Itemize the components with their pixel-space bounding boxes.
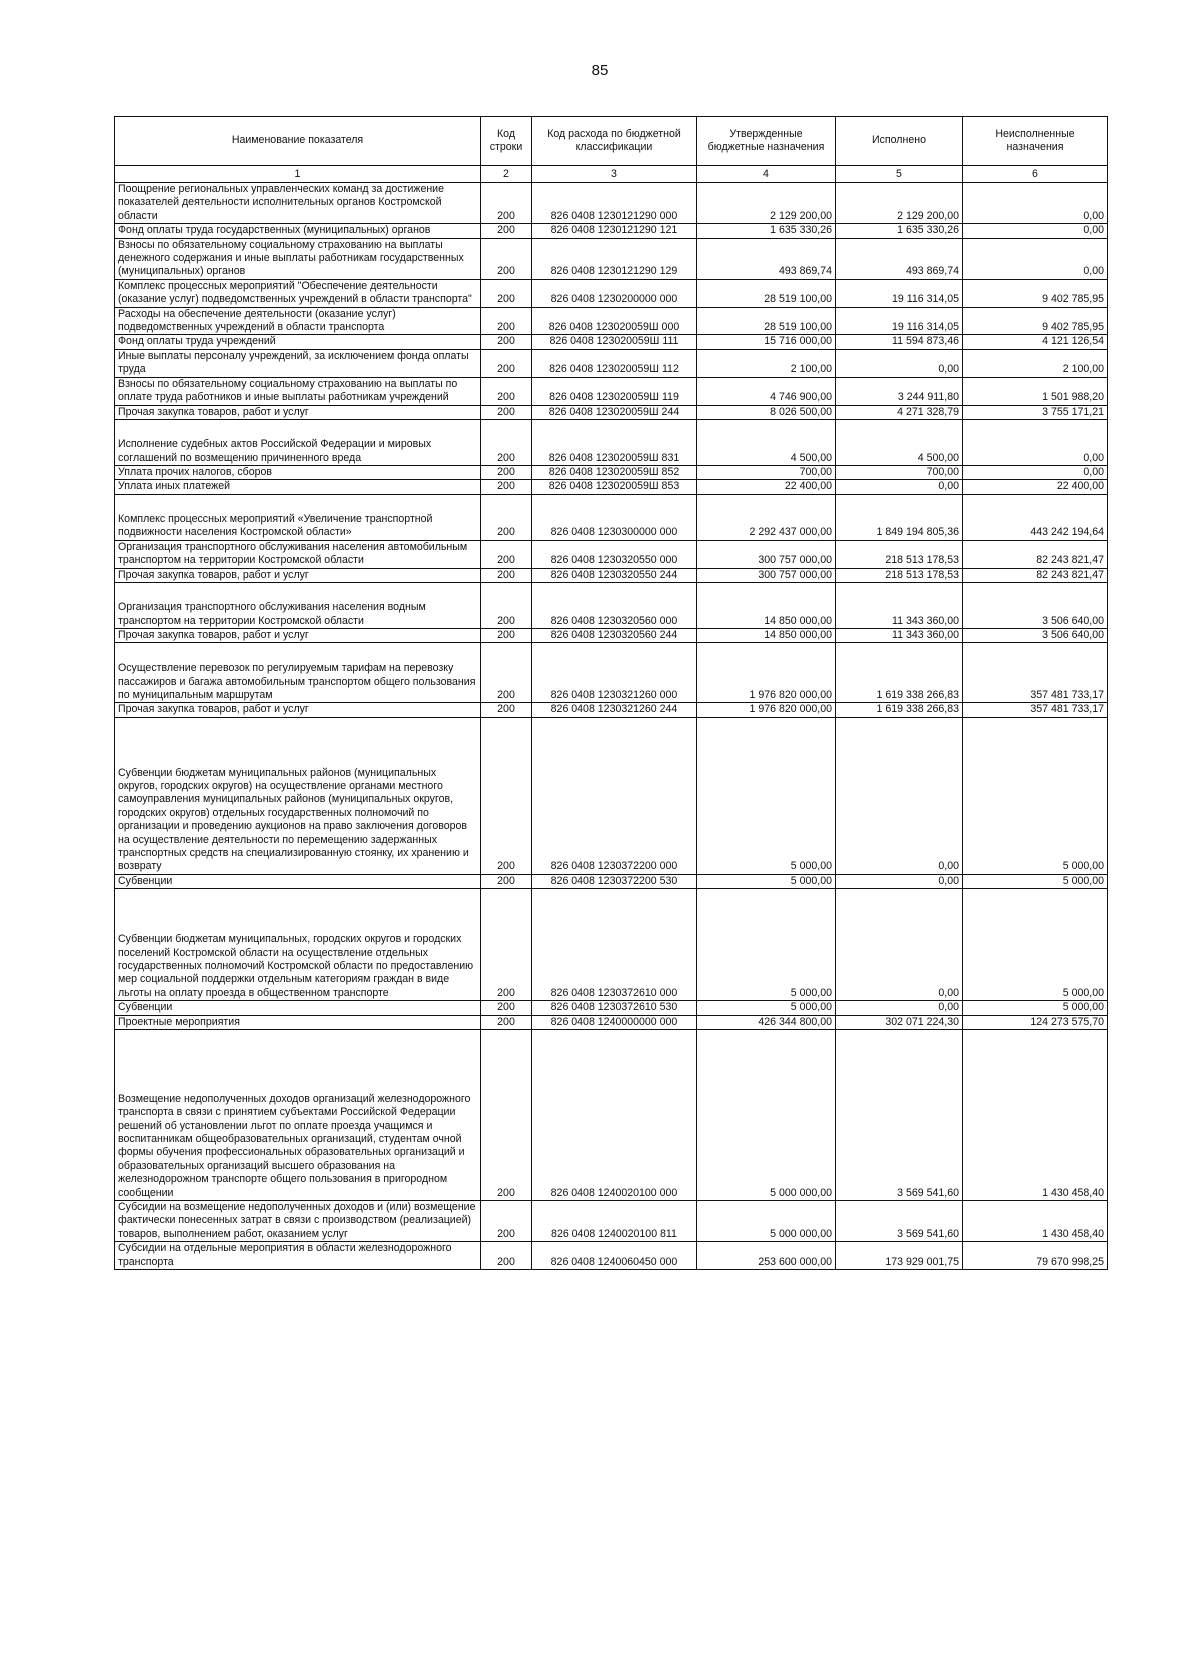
row-executed-cell: 2 129 200,00 — [836, 183, 963, 224]
row-code-cell: 200 — [481, 582, 532, 628]
row-name-cell: Субвенции бюджетам муниципальных районов (муниципальных округов, городских округов) на осуществление органами местного самоуправления муниципальных районов (муниципальных округов, городских округов) отдельных государственных полномочий по организации и проведению аукционов на право заключения договоров на осуществление деятельности по перемещению задержанных транспортных средств на специализированную стоянку, их хранению и возврату — [115, 717, 481, 874]
row-code-cell: 200 — [481, 717, 532, 874]
row-name-cell: Взносы по обязательному социальному страхованию на выплаты денежного содержания и иные выплаты работникам государственных (муниципальных) органов — [115, 238, 481, 279]
row-name-cell: Иные выплаты персоналу учреждений, за исключением фонда оплаты труда — [115, 349, 481, 377]
row-approved-cell: 5 000,00 — [697, 1001, 836, 1015]
table-row — [115, 1001, 1108, 1015]
table-row — [115, 405, 1108, 419]
row-code-cell: 200 — [481, 1015, 532, 1029]
row-unexecuted-cell: 0,00 — [963, 465, 1108, 479]
row-name-cell: Субвенции бюджетам муниципальных, городских округов и городских поселений Костромской области на осуществление отдельных государственных полномочий Костромской области по предоставлению мер социальной поддержки отдельным категориям граждан в виде льготы на оплату проезда в общественном транспорте — [115, 889, 481, 1001]
row-executed-cell: 493 869,74 — [836, 238, 963, 279]
row-classification-cell: 826 0408 123020059Ш 853 — [532, 480, 697, 494]
row-classification-cell: 826 0408 1240060450 000 — [532, 1242, 697, 1270]
row-classification-cell: 826 0408 1230372610 000 — [532, 889, 697, 1001]
col-header-classification: Код расхода по бюджетной классификации — [532, 117, 697, 166]
col-header-approved: Утвержденные бюджетные назначения — [697, 117, 836, 166]
row-classification-cell: 826 0408 1240020100 000 — [532, 1029, 697, 1200]
row-code-cell: 200 — [481, 568, 532, 582]
table-row — [115, 582, 1108, 628]
row-name-cell: Субвенции — [115, 874, 481, 888]
table-body — [115, 183, 1108, 1270]
table-row — [115, 703, 1108, 717]
row-name-cell: Расходы на обеспечение деятельности (оказание услуг) подведомственных учреждений в области транспорта — [115, 307, 481, 335]
row-code-cell: 200 — [481, 1001, 532, 1015]
table-row — [115, 1015, 1108, 1029]
table-row — [115, 540, 1108, 568]
row-approved-cell: 5 000,00 — [697, 874, 836, 888]
col-header-code: Код строки — [481, 117, 532, 166]
table-row — [115, 889, 1108, 1001]
row-executed-cell: 0,00 — [836, 480, 963, 494]
row-unexecuted-cell: 5 000,00 — [963, 889, 1108, 1001]
row-approved-cell: 28 519 100,00 — [697, 307, 836, 335]
row-unexecuted-cell: 82 243 821,47 — [963, 568, 1108, 582]
row-name-cell: Проектные мероприятия — [115, 1015, 481, 1029]
row-executed-cell: 1 635 330,26 — [836, 224, 963, 238]
row-executed-cell: 218 513 178,53 — [836, 568, 963, 582]
row-executed-cell: 1 619 338 266,83 — [836, 643, 963, 703]
row-classification-cell: 826 0408 1230372610 530 — [532, 1001, 697, 1015]
row-classification-cell: 826 0408 1230121290 121 — [532, 224, 697, 238]
table-row — [115, 238, 1108, 279]
row-unexecuted-cell: 443 242 194,64 — [963, 494, 1108, 540]
row-approved-cell: 5 000 000,00 — [697, 1029, 836, 1200]
row-code-cell: 200 — [481, 643, 532, 703]
row-classification-cell: 826 0408 123020059Ш 119 — [532, 377, 697, 405]
row-executed-cell: 0,00 — [836, 349, 963, 377]
row-unexecuted-cell: 3 506 640,00 — [963, 582, 1108, 628]
col-number-1: 1 — [115, 166, 481, 183]
row-approved-cell: 4 500,00 — [697, 419, 836, 465]
row-unexecuted-cell: 79 670 998,25 — [963, 1242, 1108, 1270]
table-row — [115, 279, 1108, 307]
row-classification-cell: 826 0408 1230321260 244 — [532, 703, 697, 717]
row-unexecuted-cell: 0,00 — [963, 419, 1108, 465]
table-header — [115, 117, 1108, 183]
row-name-cell: Возмещение недополученных доходов организаций железнодорожного транспорта в связи с принятием субъектами Российской Федерации решений об установлении льгот по оплате проезда учащимся и воспитанникам общеобразовательных организаций, студентам очной формы обучения профессиональных образовательных организаций и образовательных организаций высшего образования на железнодорожном транспорте общего пользования в пригородном сообщении — [115, 1029, 481, 1200]
row-unexecuted-cell: 82 243 821,47 — [963, 540, 1108, 568]
row-code-cell: 200 — [481, 238, 532, 279]
row-name-cell: Прочая закупка товаров, работ и услуг — [115, 568, 481, 582]
row-unexecuted-cell: 0,00 — [963, 238, 1108, 279]
row-executed-cell: 3 569 541,60 — [836, 1200, 963, 1241]
row-classification-cell: 826 0408 1230320550 244 — [532, 568, 697, 582]
row-unexecuted-cell: 0,00 — [963, 224, 1108, 238]
table-row — [115, 419, 1108, 465]
col-number-5: 5 — [836, 166, 963, 183]
col-number-3: 3 — [532, 166, 697, 183]
row-name-cell: Организация транспортного обслуживания населения водным транспортом на территории Костромской области — [115, 582, 481, 628]
row-classification-cell: 826 0408 1240000000 000 — [532, 1015, 697, 1029]
row-executed-cell: 700,00 — [836, 465, 963, 479]
row-approved-cell: 2 129 200,00 — [697, 183, 836, 224]
col-number-2: 2 — [481, 166, 532, 183]
row-executed-cell: 19 116 314,05 — [836, 307, 963, 335]
table-row — [115, 224, 1108, 238]
col-header-unexecuted: Неисполненные назначения — [963, 117, 1108, 166]
row-classification-cell: 826 0408 1230321260 000 — [532, 643, 697, 703]
row-code-cell: 200 — [481, 480, 532, 494]
col-header-name: Наименование показателя — [115, 117, 481, 166]
table-row — [115, 1029, 1108, 1200]
row-executed-cell: 173 929 001,75 — [836, 1242, 963, 1270]
row-executed-cell: 0,00 — [836, 1001, 963, 1015]
row-name-cell: Фонд оплаты труда государственных (муниципальных) органов — [115, 224, 481, 238]
row-classification-cell: 826 0408 1230320560 244 — [532, 628, 697, 642]
row-name-cell: Комплекс процессных мероприятий "Обеспечение деятельности (оказание услуг) подведомственных учреждений в области транспорта" — [115, 279, 481, 307]
row-classification-cell: 826 0408 1230372200 000 — [532, 717, 697, 874]
row-executed-cell: 0,00 — [836, 874, 963, 888]
row-code-cell: 200 — [481, 465, 532, 479]
row-executed-cell: 0,00 — [836, 889, 963, 1001]
table-row — [115, 874, 1108, 888]
row-unexecuted-cell: 1 430 458,40 — [963, 1029, 1108, 1200]
row-name-cell: Исполнение судебных актов Российской Федерации и мировых соглашений по возмещению причиненного вреда — [115, 419, 481, 465]
row-unexecuted-cell: 124 273 575,70 — [963, 1015, 1108, 1029]
row-classification-cell: 826 0408 1230121290 000 — [532, 183, 697, 224]
row-code-cell: 200 — [481, 540, 532, 568]
row-name-cell: Осуществление перевозок по регулируемым тарифам на перевозку пассажиров и багажа автомобильным транспортом общего пользования по муниципальным маршрутам — [115, 643, 481, 703]
row-name-cell: Прочая закупка товаров, работ и услуг — [115, 628, 481, 642]
table-row — [115, 568, 1108, 582]
row-approved-cell: 300 757 000,00 — [697, 540, 836, 568]
row-unexecuted-cell: 5 000,00 — [963, 874, 1108, 888]
row-code-cell: 200 — [481, 1029, 532, 1200]
row-executed-cell: 4 271 328,79 — [836, 405, 963, 419]
row-approved-cell: 2 100,00 — [697, 349, 836, 377]
row-code-cell: 200 — [481, 279, 532, 307]
row-approved-cell: 5 000,00 — [697, 717, 836, 874]
row-name-cell: Фонд оплаты труда учреждений — [115, 335, 481, 349]
col-header-executed: Исполнено — [836, 117, 963, 166]
row-approved-cell: 1 976 820 000,00 — [697, 643, 836, 703]
row-classification-cell: 826 0408 123020059Ш 000 — [532, 307, 697, 335]
row-approved-cell: 700,00 — [697, 465, 836, 479]
row-code-cell: 200 — [481, 335, 532, 349]
page-number: 85 — [591, 62, 609, 79]
row-approved-cell: 8 026 500,00 — [697, 405, 836, 419]
table-row — [115, 494, 1108, 540]
row-executed-cell: 1 849 194 805,36 — [836, 494, 963, 540]
row-code-cell: 200 — [481, 377, 532, 405]
row-approved-cell: 28 519 100,00 — [697, 279, 836, 307]
row-name-cell: Уплата прочих налогов, сборов — [115, 465, 481, 479]
row-approved-cell: 493 869,74 — [697, 238, 836, 279]
row-approved-cell: 14 850 000,00 — [697, 628, 836, 642]
row-executed-cell: 218 513 178,53 — [836, 540, 963, 568]
row-classification-cell: 826 0408 123020059Ш 112 — [532, 349, 697, 377]
row-code-cell: 200 — [481, 349, 532, 377]
col-number-6: 6 — [963, 166, 1108, 183]
row-classification-cell: 826 0408 123020059Ш 852 — [532, 465, 697, 479]
row-executed-cell: 11 343 360,00 — [836, 582, 963, 628]
row-unexecuted-cell: 357 481 733,17 — [963, 643, 1108, 703]
row-classification-cell: 826 0408 123020059Ш 831 — [532, 419, 697, 465]
row-code-cell: 200 — [481, 1200, 532, 1241]
table-row — [115, 183, 1108, 224]
row-name-cell: Прочая закупка товаров, работ и услуг — [115, 405, 481, 419]
row-unexecuted-cell: 4 121 126,54 — [963, 335, 1108, 349]
table-row — [115, 1200, 1108, 1241]
row-approved-cell: 5 000,00 — [697, 889, 836, 1001]
row-executed-cell: 11 343 360,00 — [836, 628, 963, 642]
row-name-cell: Комплекс процессных мероприятий «Увеличение транспортной подвижности населения Костромской области» — [115, 494, 481, 540]
row-code-cell: 200 — [481, 889, 532, 1001]
row-approved-cell: 15 716 000,00 — [697, 335, 836, 349]
table-row — [115, 1242, 1108, 1270]
row-code-cell: 200 — [481, 419, 532, 465]
table-row — [115, 628, 1108, 642]
row-name-cell: Уплата иных платежей — [115, 480, 481, 494]
row-code-cell: 200 — [481, 224, 532, 238]
row-code-cell: 200 — [481, 183, 532, 224]
row-unexecuted-cell: 9 402 785,95 — [963, 307, 1108, 335]
table-row — [115, 480, 1108, 494]
row-classification-cell: 826 0408 1230300000 000 — [532, 494, 697, 540]
col-number-4: 4 — [697, 166, 836, 183]
row-classification-cell: 826 0408 1230320560 000 — [532, 582, 697, 628]
row-executed-cell: 4 500,00 — [836, 419, 963, 465]
table-row — [115, 643, 1108, 703]
row-code-cell: 200 — [481, 1242, 532, 1270]
row-unexecuted-cell: 5 000,00 — [963, 717, 1108, 874]
row-code-cell: 200 — [481, 494, 532, 540]
row-approved-cell: 1 976 820 000,00 — [697, 703, 836, 717]
row-approved-cell: 300 757 000,00 — [697, 568, 836, 582]
row-executed-cell: 1 619 338 266,83 — [836, 703, 963, 717]
row-unexecuted-cell: 3 755 171,21 — [963, 405, 1108, 419]
table-row — [115, 377, 1108, 405]
row-unexecuted-cell: 1 430 458,40 — [963, 1200, 1108, 1241]
row-executed-cell: 3 244 911,80 — [836, 377, 963, 405]
row-executed-cell: 19 116 314,05 — [836, 279, 963, 307]
row-unexecuted-cell: 3 506 640,00 — [963, 628, 1108, 642]
row-unexecuted-cell: 0,00 — [963, 183, 1108, 224]
row-classification-cell: 826 0408 123020059Ш 244 — [532, 405, 697, 419]
row-approved-cell: 5 000 000,00 — [697, 1200, 836, 1241]
row-unexecuted-cell: 1 501 988,20 — [963, 377, 1108, 405]
row-name-cell: Прочая закупка товаров, работ и услуг — [115, 703, 481, 717]
row-code-cell: 200 — [481, 628, 532, 642]
row-executed-cell: 11 594 873,46 — [836, 335, 963, 349]
row-name-cell: Взносы по обязательному социальному страхованию на выплаты по оплате труда работников и иные выплаты работникам учреждений — [115, 377, 481, 405]
row-approved-cell: 4 746 900,00 — [697, 377, 836, 405]
row-name-cell: Субсидии на возмещение недополученных доходов и (или) возмещение фактически понесенных затрат в связи с производством (реализацией) товаров, выполнением работ, оказанием услуг — [115, 1200, 481, 1241]
row-code-cell: 200 — [481, 703, 532, 717]
row-unexecuted-cell: 22 400,00 — [963, 480, 1108, 494]
row-executed-cell: 302 071 224,30 — [836, 1015, 963, 1029]
row-classification-cell: 826 0408 123020059Ш 111 — [532, 335, 697, 349]
budget-execution-table — [114, 116, 1108, 1270]
row-name-cell: Организация транспортного обслуживания населения автомобильным транспортом на территории Костромской области — [115, 540, 481, 568]
row-executed-cell: 3 569 541,60 — [836, 1029, 963, 1200]
row-name-cell: Субсидии на отдельные мероприятия в области железнодорожного транспорта — [115, 1242, 481, 1270]
row-approved-cell: 14 850 000,00 — [697, 582, 836, 628]
row-classification-cell: 826 0408 1240020100 811 — [532, 1200, 697, 1241]
row-classification-cell: 826 0408 1230121290 129 — [532, 238, 697, 279]
table-row — [115, 349, 1108, 377]
row-classification-cell: 826 0408 1230200000 000 — [532, 279, 697, 307]
row-approved-cell: 253 600 000,00 — [697, 1242, 836, 1270]
row-name-cell: Поощрение региональных управленческих команд за достижение показателей деятельности исполнительных органов Костромской области — [115, 183, 481, 224]
row-code-cell: 200 — [481, 405, 532, 419]
row-classification-cell: 826 0408 1230320550 000 — [532, 540, 697, 568]
table-row — [115, 335, 1108, 349]
table-row — [115, 465, 1108, 479]
row-unexecuted-cell: 357 481 733,17 — [963, 703, 1108, 717]
row-approved-cell: 426 344 800,00 — [697, 1015, 836, 1029]
row-unexecuted-cell: 2 100,00 — [963, 349, 1108, 377]
row-unexecuted-cell: 9 402 785,95 — [963, 279, 1108, 307]
table-row — [115, 717, 1108, 874]
row-approved-cell: 1 635 330,26 — [697, 224, 836, 238]
row-approved-cell: 2 292 437 000,00 — [697, 494, 836, 540]
row-code-cell: 200 — [481, 307, 532, 335]
row-approved-cell: 22 400,00 — [697, 480, 836, 494]
row-name-cell: Субвенции — [115, 1001, 481, 1015]
row-unexecuted-cell: 5 000,00 — [963, 1001, 1108, 1015]
row-classification-cell: 826 0408 1230372200 530 — [532, 874, 697, 888]
table-row — [115, 307, 1108, 335]
row-executed-cell: 0,00 — [836, 717, 963, 874]
row-code-cell: 200 — [481, 874, 532, 888]
